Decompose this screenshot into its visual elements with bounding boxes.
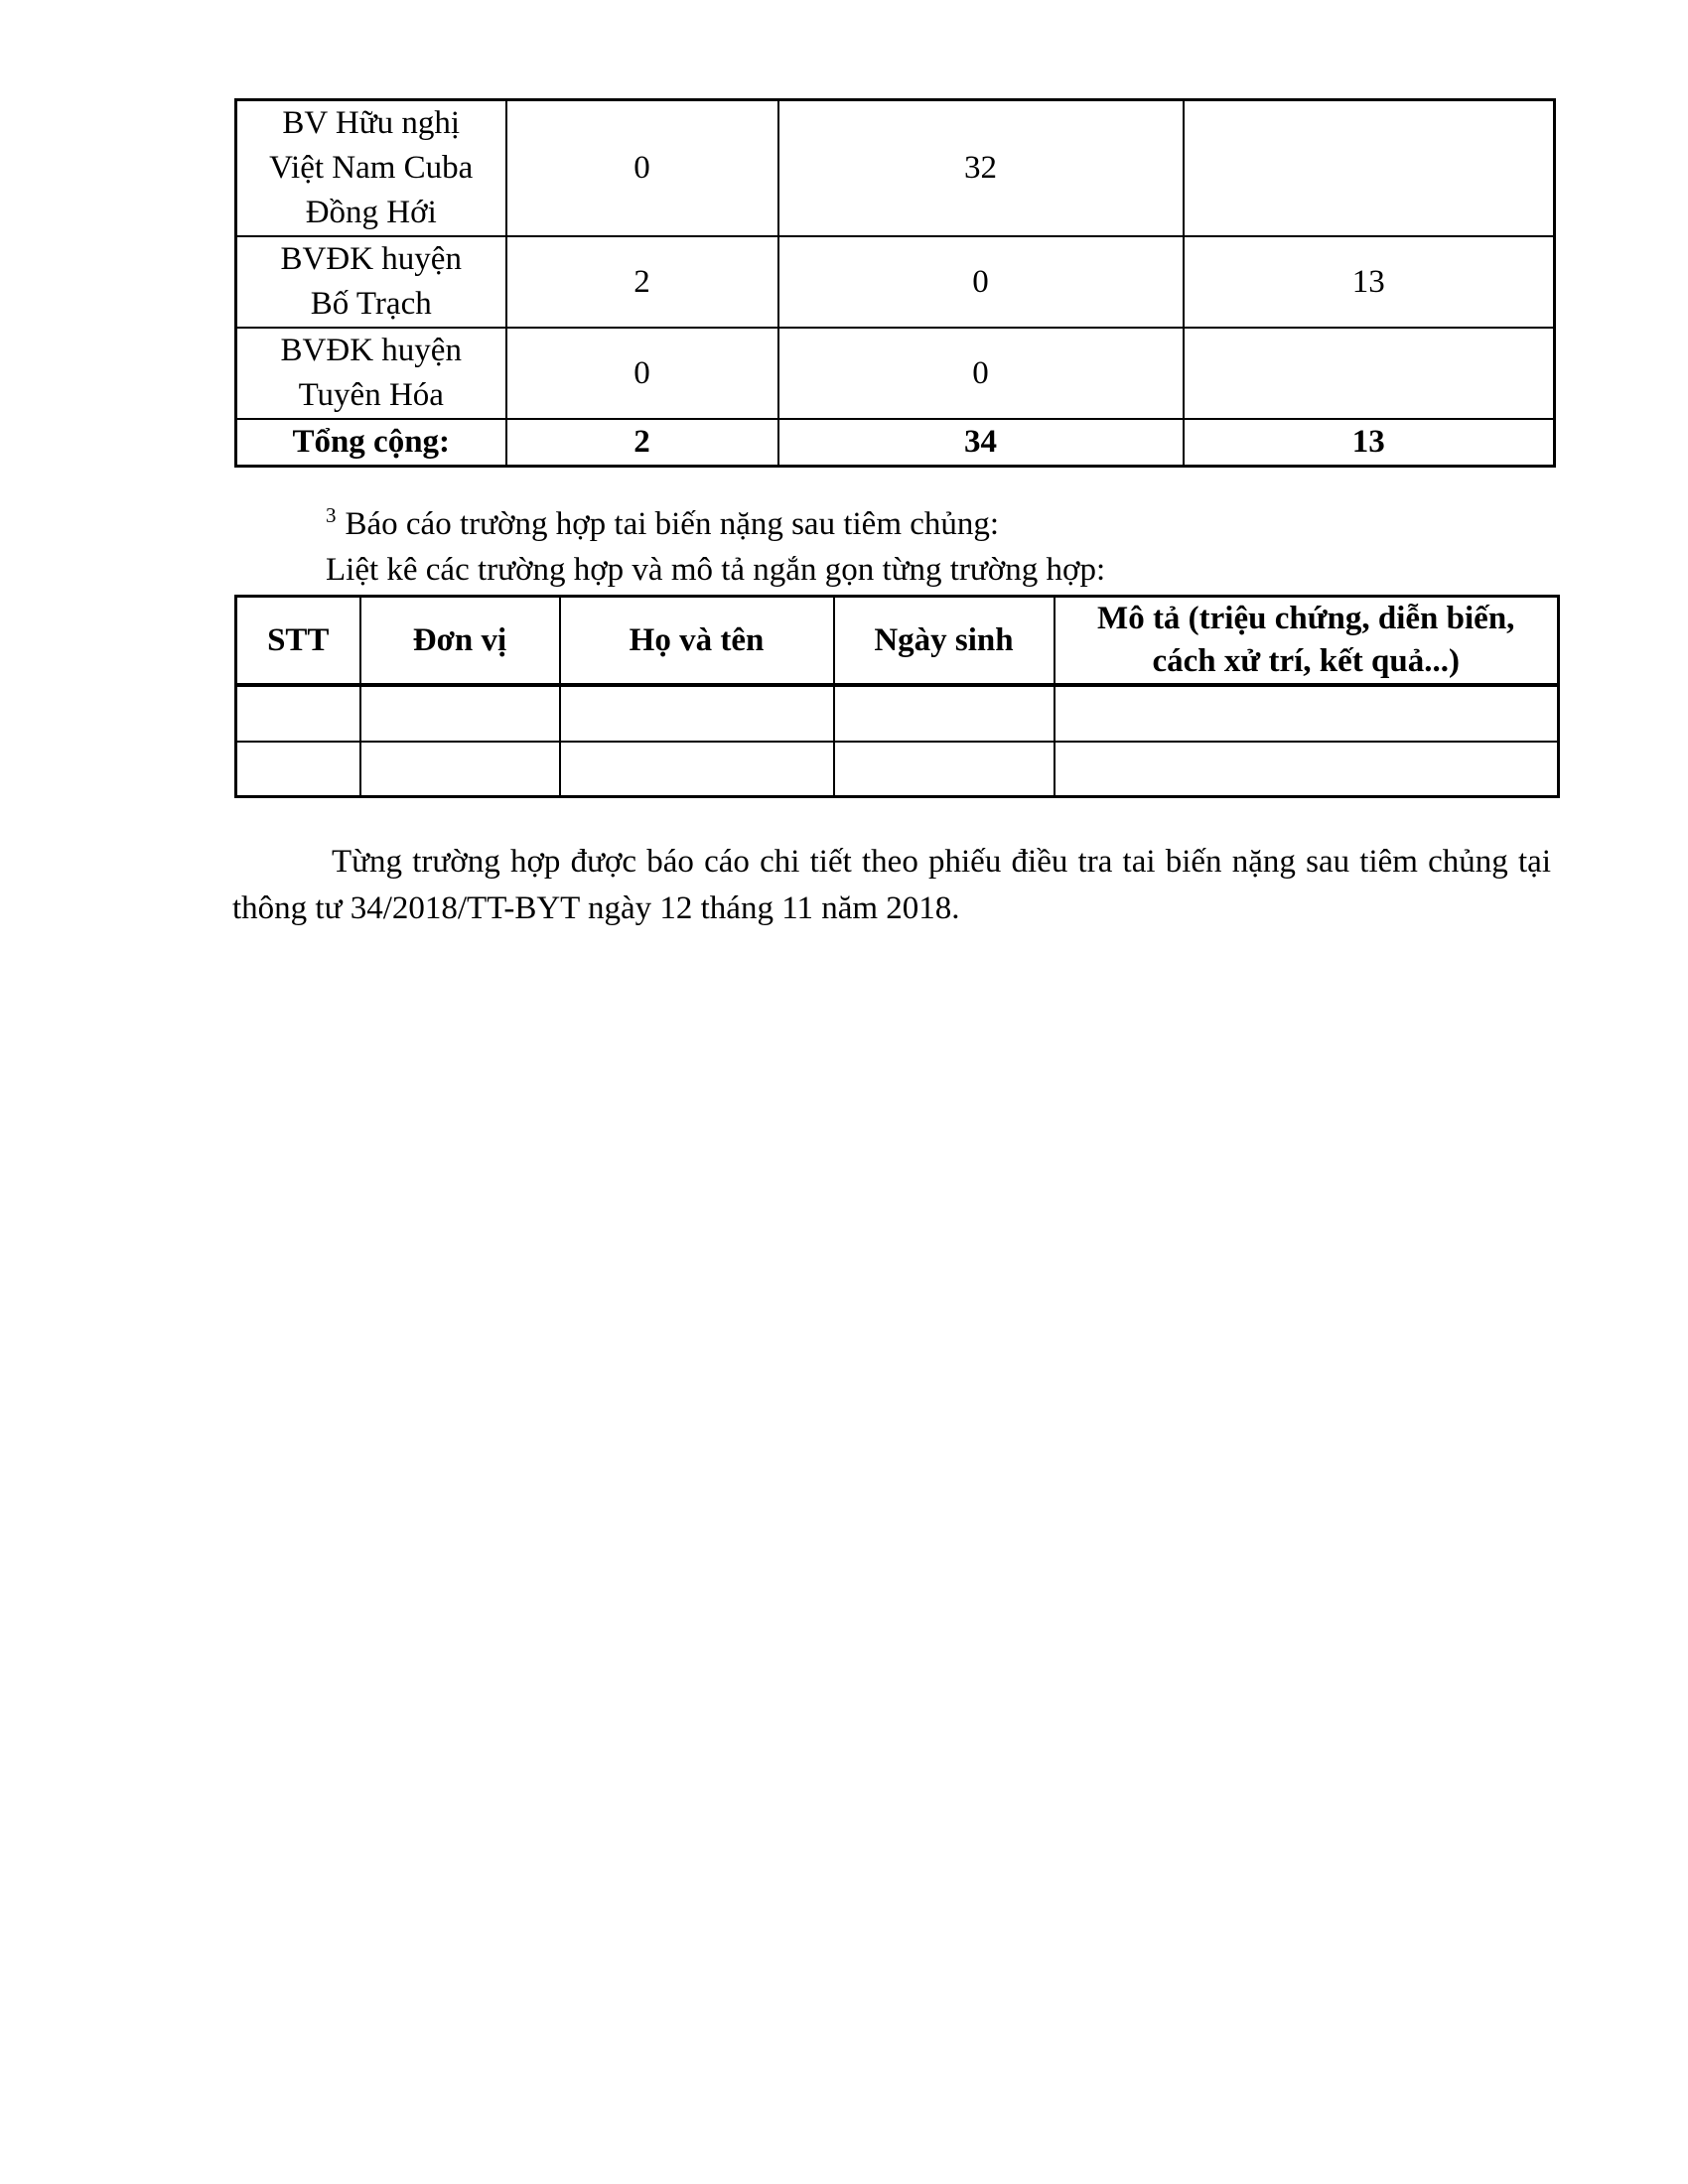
empty-row [236,742,1559,796]
unit-name-cell: BV Hữu nghị Việt Nam Cuba Đồng Hới [236,100,506,237]
value-cell [1184,100,1555,237]
value-cell: 32 [778,100,1184,237]
empty-cell [236,742,360,796]
header-ngay-sinh: Ngày sinh [834,597,1055,686]
value-cell: 0 [778,236,1184,328]
empty-cell [236,685,360,742]
value-cell: 0 [506,100,778,237]
empty-cell [360,742,560,796]
header-ho-va-ten: Họ và tên [560,597,834,686]
table-row [236,100,1555,237]
footnote-title-line [234,501,1555,547]
total-row [236,419,1555,467]
total-value-cell: 2 [506,419,778,467]
empty-row [236,685,1559,742]
unit-name-cell: BVĐK huyện Tuyên Hóa [236,328,506,419]
case-list-table [234,595,1560,798]
empty-cell [834,742,1055,796]
empty-cell [1055,742,1559,796]
empty-cell [1055,685,1559,742]
header-mo-ta: Mô tả (triệu chứng, diễn biến, cách xử trí, kết quả...) [1055,597,1559,686]
total-value-cell: 13 [1184,419,1555,467]
value-cell [1184,328,1555,419]
aefi-summary-table [234,98,1556,468]
closing-paragraph: Từng trường hợp được báo cáo chi tiết theo phiếu điều tra tai biến nặng sau tiêm chủng tại thông tư 34/2018/TT-BYT ngày 12 tháng 11 năm 2018. [232,844,1551,926]
total-label-cell: Tổng cộng: [236,419,506,467]
value-cell: 2 [506,236,778,328]
empty-cell [360,685,560,742]
footnote-title: Báo cáo trường hợp tai biến nặng sau tiêm chủng: [345,506,1000,542]
unit-name-cell: BVĐK huyện Bố Trạch [236,236,506,328]
value-cell: 0 [778,328,1184,419]
footnote-section [234,501,1555,593]
empty-cell [560,742,834,796]
header-row [236,597,1559,686]
empty-cell [834,685,1055,742]
footnote-intro-line: Liệt kê các trường hợp và mô tả ngắn gọn từng trường hợp: [326,552,1106,588]
table-row [236,236,1555,328]
footnote-marker: 3 [326,503,337,527]
value-cell: 0 [506,328,778,419]
value-cell: 13 [1184,236,1555,328]
empty-cell [560,685,834,742]
header-stt: STT [236,597,360,686]
header-don-vi: Đơn vị [360,597,560,686]
total-value-cell: 34 [778,419,1184,467]
table-row [236,328,1555,419]
